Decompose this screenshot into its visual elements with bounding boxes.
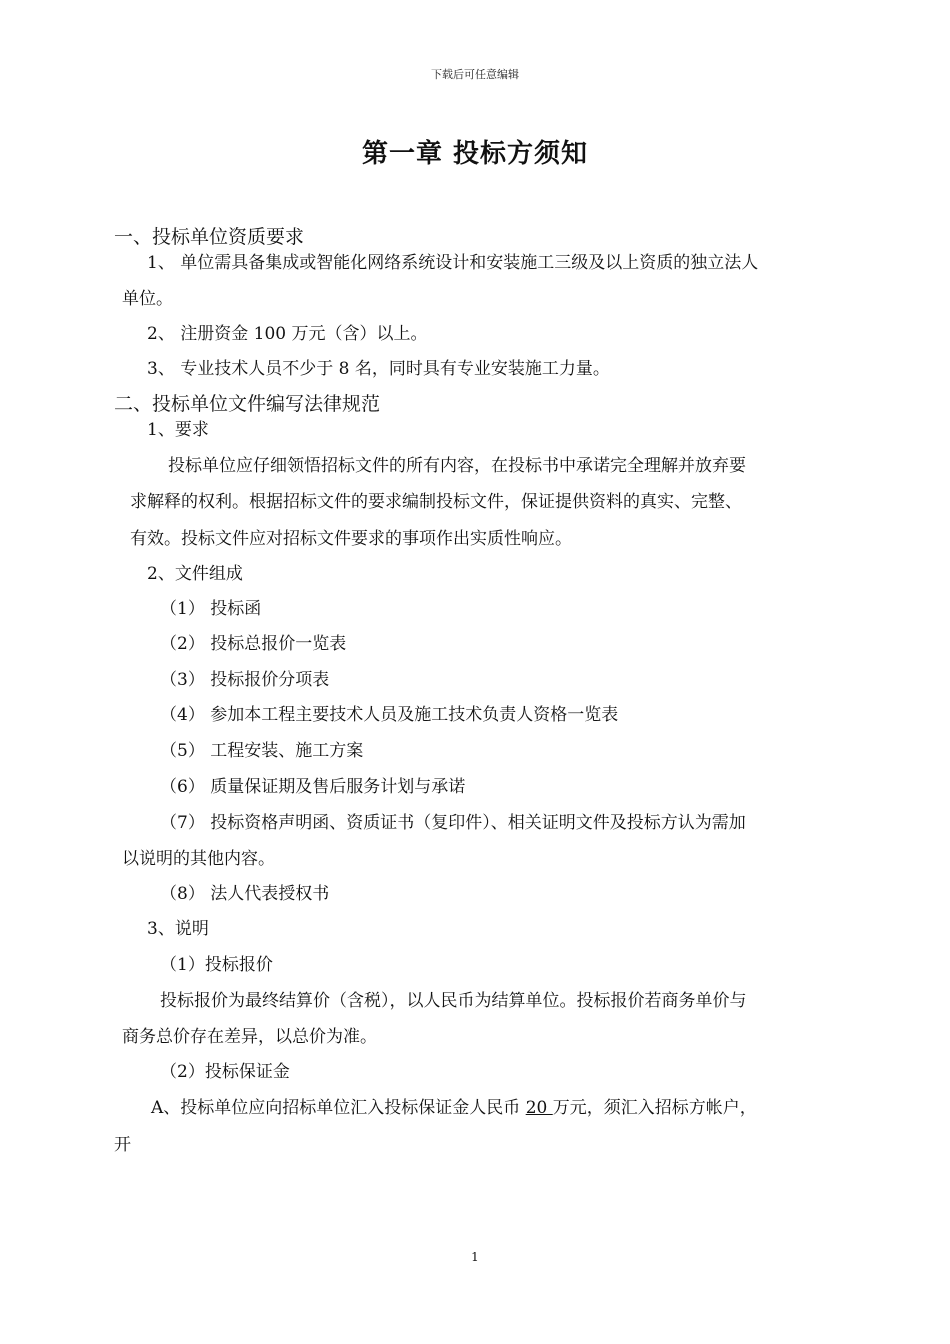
chapter-title: 第一章 投标方须知 <box>361 139 589 169</box>
bid-price-paragraph-line-1: 投标报价为最终结算价（含税），以人民币为结算单位。投标报价若商务单价与 <box>160 991 747 1011</box>
subheading-document-composition: 2、文件组成 <box>147 564 243 584</box>
composition-item-4: （4） 参加本工程主要技术人员及施工技术负责人资格一览表 <box>160 705 619 725</box>
section-heading-document-rules: 二、投标单位文件编写法律规范 <box>114 393 381 415</box>
composition-item-7-cont: 以说明的其他内容。 <box>122 849 275 869</box>
section-heading-qualification: 一、投标单位资质要求 <box>114 226 305 248</box>
composition-item-3: （3） 投标报价分项表 <box>160 670 330 690</box>
note-heading-bid-bond: （2）投标保证金 <box>160 1062 290 1082</box>
qualification-item-3: 3、 专业技术人员不少于 8 名，同时具有专业安装施工力量。 <box>147 359 610 379</box>
bid-bond-text-pre: A、投标单位应向招标单位汇入投标保证金人民币 <box>151 1098 526 1118</box>
requirements-paragraph-line-1: 投标单位应仔细领悟招标文件的所有内容，在投标书中承诺完全理解并放弃要 <box>168 456 746 476</box>
qualification-item-1: 1、 单位需具备集成或智能化网络系统设计和安装施工三级及以上资质的独立法人 <box>147 253 759 273</box>
composition-item-7: （7） 投标资格声明函、资质证书（复印件）、相关证明文件及投标方认为需加 <box>160 813 746 833</box>
qualification-item-2: 2、 注册资金 100 万元（含）以上。 <box>147 324 428 344</box>
composition-item-5: （5） 工程安装、施工方案 <box>160 741 364 761</box>
bid-bond-paragraph-line-1 <box>151 1097 757 1119</box>
bid-bond-paragraph-line-2: 开 <box>114 1135 131 1155</box>
bid-bond-amount: 20 <box>525 1098 553 1118</box>
qualification-item-1-cont: 单位。 <box>122 289 173 309</box>
composition-item-8: （8） 法人代表授权书 <box>160 884 330 904</box>
page-number: 1 <box>471 1250 479 1264</box>
note-heading-bid-price: （1）投标报价 <box>160 955 273 975</box>
composition-item-2: （2） 投标总报价一览表 <box>160 634 347 654</box>
page-header: 下载后可任意编辑 <box>431 68 519 81</box>
requirements-paragraph-line-2: 求解释的权利。根据招标文件的要求编制投标文件，保证提供资料的真实、完整、 <box>130 492 742 512</box>
requirements-paragraph-line-3: 有效。投标文件应对招标文件要求的事项作出实质性响应。 <box>130 529 572 549</box>
composition-item-6: （6） 质量保证期及售后服务计划与承诺 <box>160 777 466 797</box>
bid-bond-text-post: 万元，须汇入招标方帐户， <box>552 1098 757 1118</box>
subheading-notes: 3、说明 <box>147 919 209 939</box>
subheading-requirements: 1、要求 <box>147 420 209 440</box>
bid-price-paragraph-line-2: 商务总价存在差异，以总价为准。 <box>122 1027 377 1047</box>
composition-item-1: （1） 投标函 <box>160 599 262 619</box>
